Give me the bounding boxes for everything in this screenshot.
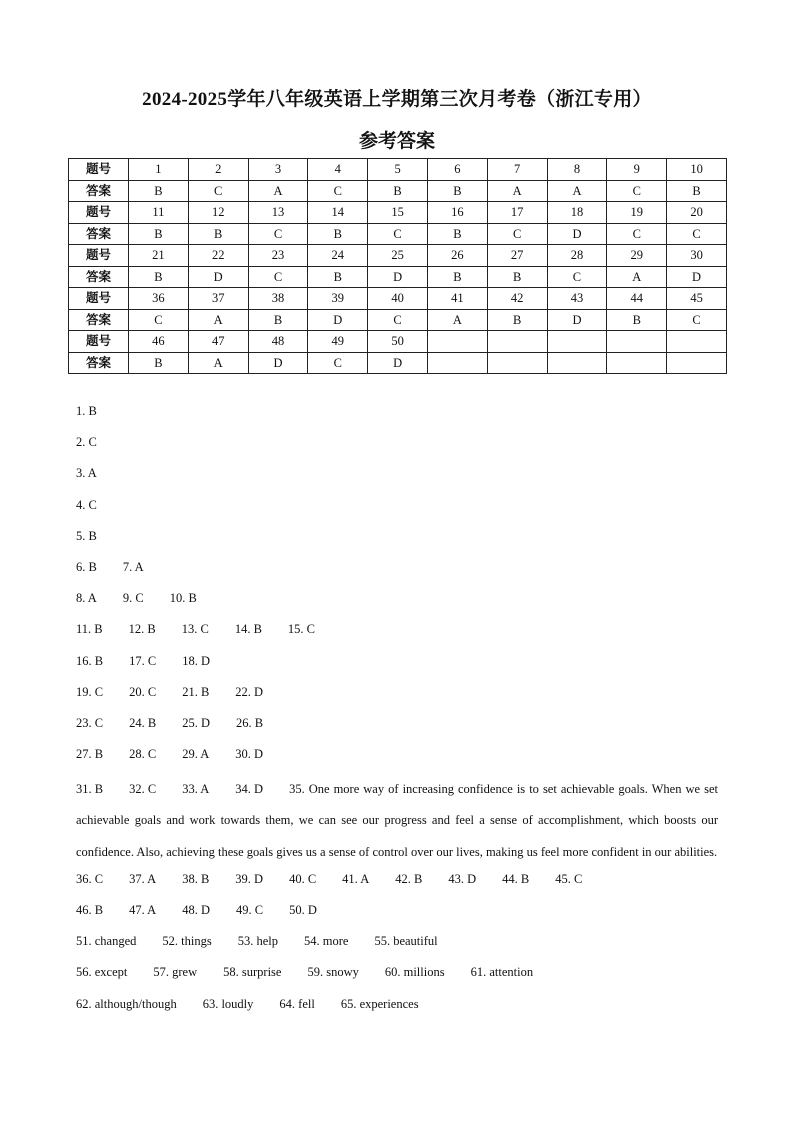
answer-item: 34. D: [235, 782, 264, 797]
table-cell: [427, 331, 487, 353]
answer-item: 44. B: [502, 871, 530, 886]
answer-line: [76, 618, 718, 649]
essay-paragraph: [76, 774, 718, 868]
table-cell: B: [427, 223, 487, 245]
table-cell: 1: [129, 159, 189, 181]
table-row: [69, 288, 727, 310]
table-cell: [607, 331, 667, 353]
table-cell: 20: [667, 202, 727, 224]
answer-item: 60. millions: [384, 965, 445, 980]
table-cell: B: [129, 352, 189, 374]
table-cell: 49: [308, 331, 368, 353]
table-cell: 2: [188, 159, 248, 181]
answer-item: 6. B: [76, 559, 97, 574]
answer-line: [76, 681, 718, 712]
answer-item: 31. B: [76, 782, 104, 797]
answer-item: 43. D: [448, 871, 477, 886]
table-cell: A: [547, 180, 607, 202]
table-cell: A: [487, 180, 547, 202]
table-cell: A: [427, 309, 487, 331]
answer-item: 39. D: [235, 871, 264, 886]
answer-item: 54. more: [304, 934, 349, 949]
answer-item: 22. D: [235, 684, 264, 699]
table-cell: B: [248, 309, 308, 331]
page-subtitle: 参考答案: [358, 131, 435, 152]
table-row: [69, 202, 727, 224]
table-cell: B: [188, 223, 248, 245]
table-cell: C: [368, 309, 428, 331]
table-cell: 19: [607, 202, 667, 224]
answer-item: 55. beautiful: [374, 934, 438, 949]
answer-item: 13. C: [181, 622, 209, 637]
answer-line: [76, 494, 718, 525]
table-cell: C: [667, 223, 727, 245]
answer-item: 24. B: [129, 715, 157, 730]
answer-item: 2. C: [76, 435, 97, 450]
table-cell: [547, 352, 607, 374]
table-cell: 43: [547, 288, 607, 310]
row-label: 题号: [69, 202, 129, 224]
answer-item: 25. D: [182, 715, 210, 730]
table-cell: [667, 352, 727, 374]
table-cell: 40: [368, 288, 428, 310]
table-cell: B: [427, 266, 487, 288]
answer-item: 33. A: [182, 782, 210, 797]
row-label: 答案: [69, 223, 129, 245]
table-cell: 25: [368, 245, 428, 267]
table-cell: D: [547, 309, 607, 331]
answer-item: 16. B: [76, 653, 104, 668]
table-cell: 38: [248, 288, 308, 310]
table-cell: C: [248, 223, 308, 245]
answer-item: 64. fell: [279, 996, 315, 1011]
table-cell: 9: [607, 159, 667, 181]
table-cell: 23: [248, 245, 308, 267]
table-cell: 50: [368, 331, 428, 353]
answer-line: [76, 868, 718, 899]
table-cell: C: [308, 180, 368, 202]
page-title: 2024-2025学年八年级英语上学期第三次月考卷（浙江专用）: [142, 89, 652, 110]
answer-line: [76, 743, 718, 774]
answer-item: 42. B: [395, 871, 423, 886]
table-cell: 15: [368, 202, 428, 224]
table-cell: A: [188, 309, 248, 331]
answer-item: 59. snowy: [307, 965, 359, 980]
table-cell: C: [547, 266, 607, 288]
answer-item: 11. B: [76, 622, 103, 637]
answer-item: 18. D: [182, 653, 210, 668]
answer-item: 8. A: [76, 591, 97, 606]
table-cell: D: [368, 352, 428, 374]
answer-item: 26. B: [235, 715, 264, 730]
answer-line: [76, 993, 718, 1024]
table-cell: 28: [547, 245, 607, 267]
answer-item: 29. A: [182, 747, 210, 762]
answer-line: [76, 930, 718, 961]
table-cell: B: [129, 180, 189, 202]
answer-item: 10. B: [169, 591, 197, 606]
answer-item: 49. C: [235, 903, 264, 918]
table-cell: 44: [607, 288, 667, 310]
answer-item: 12. B: [128, 622, 156, 637]
table-cell: 4: [308, 159, 368, 181]
answer-line: [76, 587, 718, 618]
table-row: [69, 352, 727, 374]
answer-item: 5. B: [76, 528, 97, 543]
answer-item: 32. C: [129, 782, 157, 797]
answer-item: 9. C: [122, 591, 144, 606]
table-cell: 46: [129, 331, 189, 353]
table-cell: B: [129, 223, 189, 245]
table-row: [69, 245, 727, 267]
table-cell: 3: [248, 159, 308, 181]
table-cell: C: [368, 223, 428, 245]
table-row: [69, 223, 727, 245]
table-row: [69, 309, 727, 331]
answer-item: 41. A: [342, 871, 370, 886]
answer-line: [76, 712, 718, 743]
table-cell: 17: [487, 202, 547, 224]
answer-item: 1. B: [76, 404, 97, 418]
answer-item: 23. C: [76, 715, 104, 730]
row-label: 题号: [69, 288, 129, 310]
answer-line: [76, 400, 718, 431]
table-cell: C: [487, 223, 547, 245]
answer-item: 17. C: [129, 653, 157, 668]
answer-item: 27. B: [76, 747, 104, 762]
table-cell: 21: [129, 245, 189, 267]
table-cell: 8: [547, 159, 607, 181]
table-cell: C: [129, 309, 189, 331]
table-row: [69, 159, 727, 181]
answer-item: 28. C: [129, 747, 157, 762]
table-cell: B: [487, 266, 547, 288]
table-cell: B: [308, 223, 368, 245]
answer-item: 65. experiences: [340, 996, 419, 1011]
table-cell: 48: [248, 331, 308, 353]
table-row: [69, 180, 727, 202]
answer-item: 62. although/though: [76, 996, 177, 1011]
answer-item: 21. B: [182, 684, 210, 699]
answer-line: [76, 462, 718, 493]
table-cell: 7: [487, 159, 547, 181]
table-cell: 12: [188, 202, 248, 224]
answer-item: 48. D: [182, 903, 210, 918]
answer-line: [76, 650, 718, 681]
table-cell: 14: [308, 202, 368, 224]
table-cell: B: [427, 180, 487, 202]
answer-line: [76, 899, 718, 930]
answer-item: 14. B: [234, 622, 262, 637]
table-cell: 26: [427, 245, 487, 267]
row-label: 答案: [69, 309, 129, 331]
answer-item: 30. D: [235, 747, 264, 762]
table-cell: D: [547, 223, 607, 245]
table-cell: 24: [308, 245, 368, 267]
table-cell: D: [667, 266, 727, 288]
table-cell: 47: [188, 331, 248, 353]
answer-item: 50. D: [289, 903, 317, 918]
answer-item: 51. changed: [76, 934, 137, 949]
table-cell: C: [607, 180, 667, 202]
table-cell: D: [308, 309, 368, 331]
answer-item: 20. C: [129, 684, 157, 699]
table-cell: 18: [547, 202, 607, 224]
table-cell: 36: [129, 288, 189, 310]
table-cell: A: [248, 180, 308, 202]
answer-item: 56. except: [76, 965, 128, 980]
answer-item: 57. grew: [153, 965, 198, 980]
answer-item: 38. B: [182, 871, 210, 886]
answer-item: 37. A: [129, 871, 157, 886]
answer-line: [76, 431, 718, 462]
answer-item: 15. C: [287, 622, 315, 637]
answer-item: 19. C: [76, 684, 104, 699]
answer-item: 3. A: [76, 466, 97, 481]
answer-item: 46. B: [76, 903, 104, 918]
table-cell: B: [368, 180, 428, 202]
table-cell: 45: [667, 288, 727, 310]
answer-line: [76, 556, 718, 587]
table-cell: 11: [129, 202, 189, 224]
answer-item: 40. C: [289, 871, 317, 886]
table-cell: [427, 352, 487, 374]
table-cell: 5: [368, 159, 428, 181]
table-cell: B: [129, 266, 189, 288]
answer-item: 47. A: [129, 903, 157, 918]
table-cell: 42: [487, 288, 547, 310]
table-cell: 27: [487, 245, 547, 267]
table-cell: 30: [667, 245, 727, 267]
row-label: 题号: [69, 245, 129, 267]
table-cell: 13: [248, 202, 308, 224]
essay-text: 35. One more way of increasing confidence is to set achievable goals. When we set achievable goals and work towards them, we can see our progress and feel a sense of accomplishment, which boosts our confidence. Also, achieving these goals gives us a sense of control over our lives, making us feel more confident in our abilities.: [76, 782, 718, 859]
table-cell: C: [188, 180, 248, 202]
table-cell: D: [368, 266, 428, 288]
table-cell: 16: [427, 202, 487, 224]
table-cell: B: [667, 180, 727, 202]
answer-item: 53. help: [237, 934, 278, 949]
table-cell: 10: [667, 159, 727, 181]
table-cell: B: [607, 309, 667, 331]
table-cell: [547, 331, 607, 353]
table-cell: 22: [188, 245, 248, 267]
table-cell: C: [607, 223, 667, 245]
answer-table: [68, 158, 727, 374]
table-cell: A: [188, 352, 248, 374]
row-label: 答案: [69, 266, 129, 288]
answer-item: 63. loudly: [202, 996, 254, 1011]
table-cell: [667, 331, 727, 353]
answer-item: 61. attention: [470, 965, 534, 980]
table-cell: [487, 331, 547, 353]
table-cell: C: [667, 309, 727, 331]
answer-item: 58. surprise: [223, 965, 282, 980]
table-cell: B: [308, 266, 368, 288]
table-cell: D: [188, 266, 248, 288]
table-cell: [607, 352, 667, 374]
table-cell: 37: [188, 288, 248, 310]
answer-line: [76, 961, 718, 992]
answer-line: [76, 525, 718, 556]
answer-item: 52. things: [162, 934, 212, 949]
table-cell: C: [248, 266, 308, 288]
answer-item: 7. A: [122, 559, 144, 574]
table-cell: 39: [308, 288, 368, 310]
row-label: 答案: [69, 180, 129, 202]
table-cell: A: [607, 266, 667, 288]
table-cell: B: [487, 309, 547, 331]
row-label: 题号: [69, 159, 129, 181]
table-cell: 29: [607, 245, 667, 267]
answer-item: 36. C: [76, 871, 104, 886]
answer-list: [76, 400, 718, 1024]
table-row: [69, 266, 727, 288]
row-label: 答案: [69, 352, 129, 374]
table-cell: [487, 352, 547, 374]
answer-item: 4. C: [76, 497, 97, 512]
answer-item: 45. C: [555, 871, 583, 886]
table-cell: 6: [427, 159, 487, 181]
table-cell: C: [308, 352, 368, 374]
table-row: [69, 331, 727, 353]
table-cell: D: [248, 352, 308, 374]
row-label: 题号: [69, 331, 129, 353]
table-cell: 41: [427, 288, 487, 310]
